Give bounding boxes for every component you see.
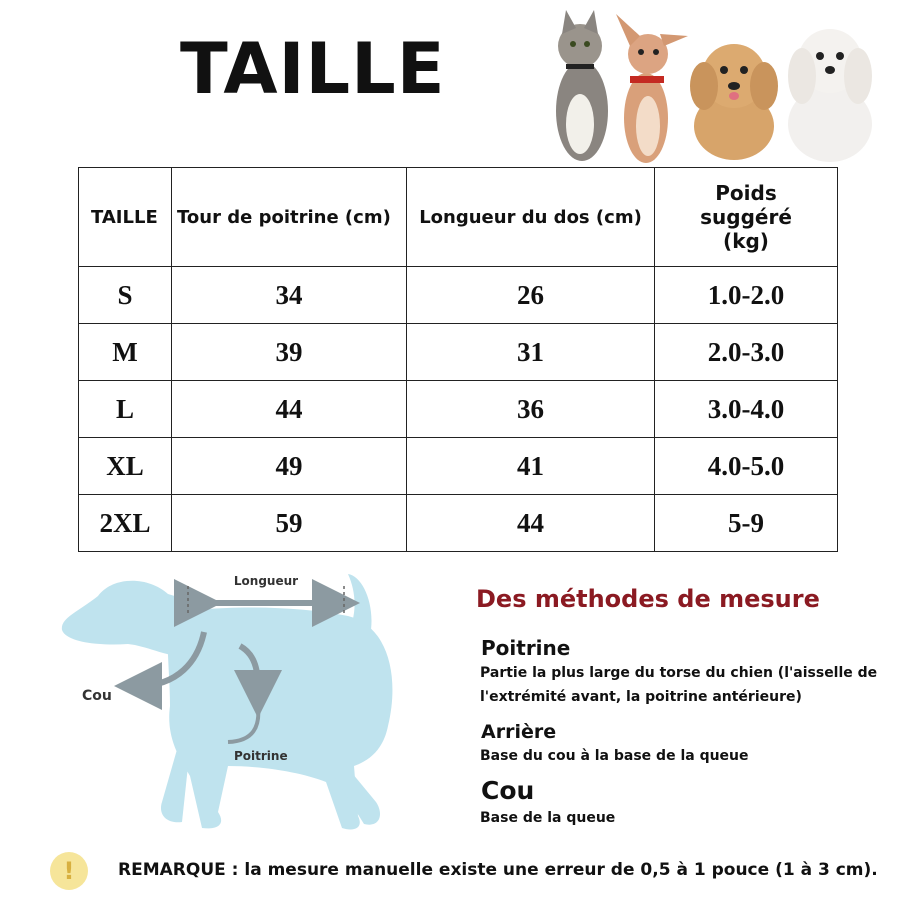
chest-description-line-1: Partie la plus large du torse du chien (l'aisselle de <box>480 665 878 681</box>
cell-size: 2XL <box>79 495 172 552</box>
cell-chest: 49 <box>172 438 407 495</box>
cell-size: M <box>79 324 172 381</box>
header-weight-line-2: suggéré <box>700 205 792 229</box>
neck-heading: Cou <box>481 776 535 805</box>
header-weight <box>655 168 838 267</box>
chest-description-line-2: l'extrémité avant, la poitrine antérieure) <box>480 689 802 705</box>
methods-title: Des méthodes de mesure <box>476 585 820 613</box>
cell-back-length: 36 <box>407 381 655 438</box>
header-size: TAILLE <box>79 168 172 267</box>
cell-size: XL <box>79 438 172 495</box>
cell-back-length: 26 <box>407 267 655 324</box>
cell-weight: 3.0-4.0 <box>655 381 838 438</box>
table-row <box>79 381 838 438</box>
table-row <box>79 438 838 495</box>
cell-size: S <box>79 267 172 324</box>
table-row <box>79 495 838 552</box>
chest-label: Poitrine <box>234 749 288 763</box>
cell-weight: 4.0-5.0 <box>655 438 838 495</box>
page-title: TAILLE <box>180 28 446 110</box>
pets-illustration <box>548 6 878 166</box>
table-row <box>79 267 838 324</box>
table-header-row <box>79 168 838 267</box>
length-label: Longueur <box>233 574 299 588</box>
cell-back-length: 44 <box>407 495 655 552</box>
header-back-length: Longueur du dos (cm) <box>407 168 655 267</box>
neck-description: Base de la queue <box>480 810 616 826</box>
header-weight-line-1: Poids <box>715 181 777 205</box>
poodle-image <box>690 44 778 160</box>
cell-weight: 1.0-2.0 <box>655 267 838 324</box>
dog-measurement-diagram <box>58 566 408 838</box>
cell-back-length: 31 <box>407 324 655 381</box>
cell-chest: 44 <box>172 381 407 438</box>
chest-heading: Poitrine <box>481 636 571 660</box>
exclamation-icon: ! <box>50 852 88 890</box>
cell-back-length: 41 <box>407 438 655 495</box>
cell-chest: 39 <box>172 324 407 381</box>
cell-weight: 2.0-3.0 <box>655 324 838 381</box>
cell-weight: 5-9 <box>655 495 838 552</box>
header-chest: Tour de poitrine (cm) <box>172 168 407 267</box>
note-text: REMARQUE : la mesure manuelle existe une erreur de 0,5 à 1 pouce (1 à 3 cm). <box>118 860 878 880</box>
back-description: Base du cou à la base de la queue <box>480 748 749 764</box>
cell-chest: 59 <box>172 495 407 552</box>
header-weight-line-3: (kg) <box>723 229 769 253</box>
cell-chest: 34 <box>172 267 407 324</box>
back-heading: Arrière <box>481 721 557 743</box>
cat-image <box>556 10 608 161</box>
cell-size: L <box>79 381 172 438</box>
chihuahua-image <box>616 14 688 163</box>
table-row <box>79 324 838 381</box>
size-table <box>78 167 838 552</box>
maltese-image <box>788 29 872 162</box>
neck-label: Cou <box>82 688 112 704</box>
